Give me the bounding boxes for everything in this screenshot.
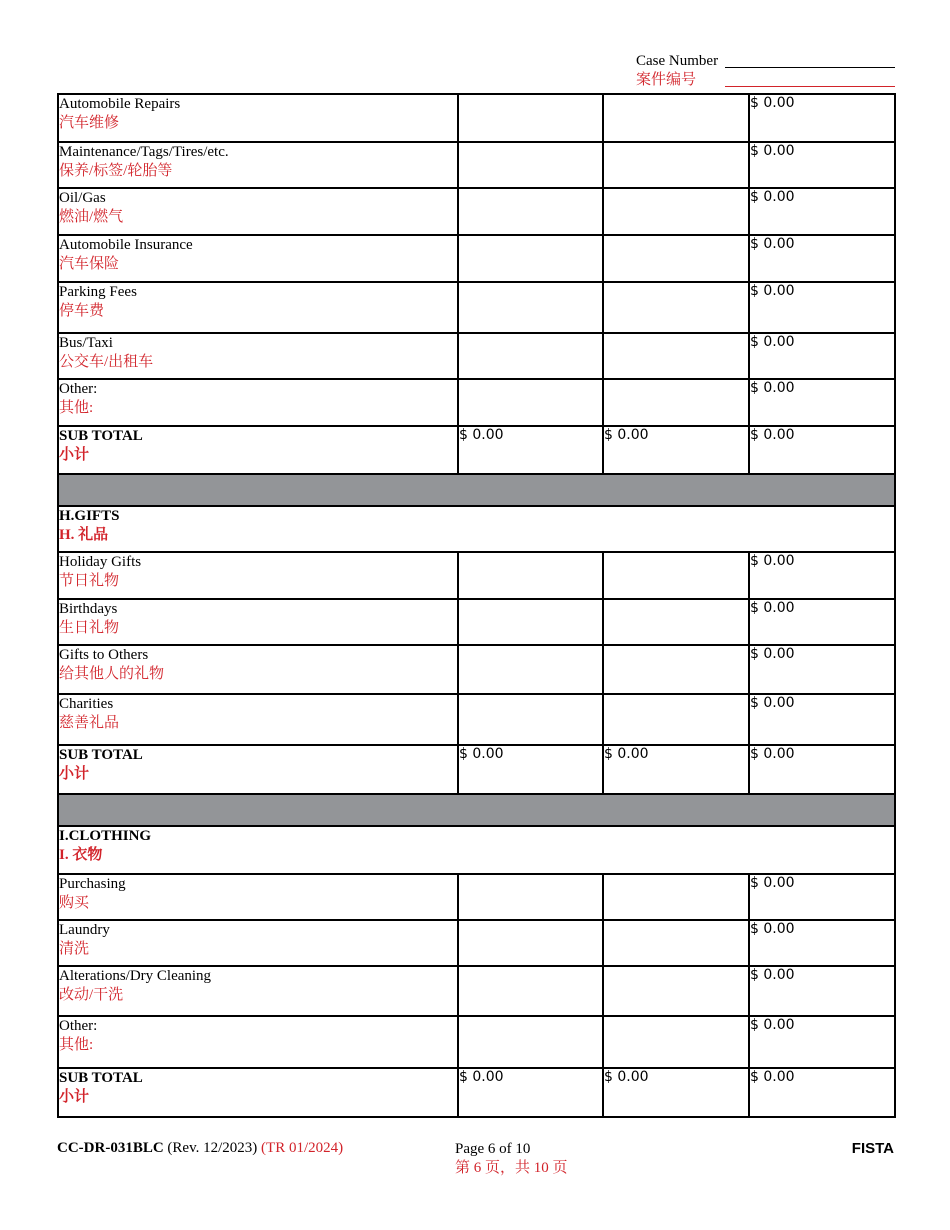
amount-cell-2[interactable] [603, 94, 749, 142]
subtotal-cell-2: $ 0.00 [603, 426, 749, 474]
case-number-label-zh: 案件编号 [636, 72, 697, 88]
table-row [58, 552, 895, 599]
table-row [58, 645, 895, 694]
row-label-en: Parking Fees [59, 284, 137, 300]
row-label-zh: 其他: [59, 400, 94, 416]
amount-cell-2[interactable] [603, 1016, 749, 1068]
table-row [58, 94, 895, 142]
section-title-zh: H. 礼品 [59, 527, 109, 543]
row-label-zh: 公交车/出租车 [59, 354, 154, 370]
amount-cell-3[interactable]: $ 0.00 [749, 142, 895, 188]
row-label-en: Alterations/Dry Cleaning [59, 968, 212, 984]
subtotal-row [58, 745, 895, 794]
amount-cell-1[interactable] [458, 552, 603, 599]
section-separator [58, 794, 895, 826]
subtotal-label-zh: 小计 [59, 447, 90, 463]
amount-cell-1[interactable] [458, 874, 603, 920]
amount-cell-2[interactable] [603, 235, 749, 282]
table-row [58, 1016, 895, 1068]
amount-cell-2[interactable] [603, 874, 749, 920]
amount-cell-1[interactable] [458, 188, 603, 235]
amount-cell-3[interactable]: $ 0.00 [749, 379, 895, 426]
row-label [58, 874, 458, 920]
amount-cell-3[interactable]: $ 0.00 [749, 94, 895, 142]
section-title-en: H.GIFTS [59, 508, 120, 524]
row-label-en: Laundry [59, 922, 110, 938]
table-row [58, 920, 895, 966]
row-label [58, 94, 458, 142]
amount-cell-2[interactable] [603, 645, 749, 694]
row-label-zh: 停车费 [59, 303, 105, 319]
subtotal-cell-3: $ 0.00 [749, 1068, 895, 1117]
subtotal-cell-3: $ 0.00 [749, 745, 895, 794]
brand-label: FISTA [851, 1140, 894, 1157]
subtotal-cell-3: $ 0.00 [749, 426, 895, 474]
amount-cell-1[interactable] [458, 94, 603, 142]
amount-cell-3[interactable]: $ 0.00 [749, 966, 895, 1016]
amount-cell-1[interactable] [458, 282, 603, 333]
amount-cell-3[interactable]: $ 0.00 [749, 694, 895, 745]
row-label [58, 379, 458, 426]
subtotal-label-en: SUB TOTAL [59, 1070, 143, 1086]
row-label [58, 235, 458, 282]
translation-revision: (TR 01/2024) [261, 1140, 344, 1156]
row-label-zh: 其他: [59, 1037, 94, 1053]
page-number-zh: 第 6 页，共 10 页 [455, 1160, 568, 1176]
amount-cell-1[interactable] [458, 645, 603, 694]
amount-cell-3[interactable]: $ 0.00 [749, 645, 895, 694]
row-label-en: Automobile Insurance [59, 237, 193, 253]
case-number-underline-zh [725, 86, 895, 87]
case-number-row-zh [636, 71, 896, 90]
row-label [58, 333, 458, 379]
row-label-en: Gifts to Others [59, 647, 149, 663]
amount-cell-2[interactable] [603, 599, 749, 645]
amount-cell-2[interactable] [603, 333, 749, 379]
subtotal-row [58, 426, 895, 474]
amount-cell-2[interactable] [603, 282, 749, 333]
amount-cell-3[interactable]: $ 0.00 [749, 282, 895, 333]
case-number-label: Case Number [636, 53, 719, 69]
amount-cell-2[interactable] [603, 142, 749, 188]
page-number-en: Page 6 of 10 [455, 1141, 531, 1157]
form-identifier [57, 1140, 343, 1157]
amount-cell-3[interactable]: $ 0.00 [749, 235, 895, 282]
row-label-zh: 生日礼物 [59, 620, 120, 636]
row-label [58, 1016, 458, 1068]
subtotal-cell-2: $ 0.00 [603, 745, 749, 794]
section-header [58, 826, 895, 874]
amount-cell-1[interactable] [458, 333, 603, 379]
subtotal-row [58, 1068, 895, 1117]
amount-cell-1[interactable] [458, 694, 603, 745]
amount-cell-3[interactable]: $ 0.00 [749, 552, 895, 599]
row-label-en: Holiday Gifts [59, 554, 142, 570]
subtotal-label [58, 426, 458, 474]
amount-cell-3[interactable]: $ 0.00 [749, 188, 895, 235]
subtotal-cell-2: $ 0.00 [603, 1068, 749, 1117]
subtotal-label-en: SUB TOTAL [59, 428, 143, 444]
section-separator [58, 474, 895, 506]
amount-cell-2[interactable] [603, 966, 749, 1016]
separator-band [58, 474, 895, 506]
subtotal-label-zh: 小计 [59, 766, 90, 782]
row-label [58, 142, 458, 188]
amount-cell-2[interactable] [603, 552, 749, 599]
row-label [58, 599, 458, 645]
row-label-zh: 燃油/燃气 [59, 209, 124, 225]
section-title-clothing [58, 826, 895, 874]
row-label-en: Bus/Taxi [59, 335, 113, 351]
case-number-field[interactable] [725, 67, 895, 68]
form-revision: (Rev. 12/2023) [167, 1140, 258, 1156]
table-row [58, 235, 895, 282]
amount-cell-2[interactable] [603, 188, 749, 235]
form-id: CC-DR-031BLC [57, 1140, 164, 1156]
table-row [58, 282, 895, 333]
subtotal-cell-1: $ 0.00 [458, 426, 603, 474]
row-label-en: Automobile Repairs [59, 96, 181, 112]
amount-cell-1[interactable] [458, 966, 603, 1016]
case-number-header [636, 52, 896, 90]
subtotal-cell-1: $ 0.00 [458, 1068, 603, 1117]
amount-cell-3[interactable]: $ 0.00 [749, 874, 895, 920]
row-label-en: Oil/Gas [59, 190, 106, 206]
amount-cell-1[interactable] [458, 235, 603, 282]
row-label [58, 552, 458, 599]
row-label-zh: 给其他人的礼物 [59, 666, 165, 682]
subtotal-cell-1: $ 0.00 [458, 745, 603, 794]
case-number-row [636, 52, 896, 71]
amount-cell-2[interactable] [603, 920, 749, 966]
row-label-zh: 保养/标签/轮胎等 [59, 163, 173, 179]
section-title-zh: I. 衣物 [59, 847, 103, 863]
amount-cell-1[interactable] [458, 920, 603, 966]
row-label-zh: 改动/干洗 [59, 987, 124, 1003]
table-row [58, 333, 895, 379]
amount-cell-1[interactable] [458, 379, 603, 426]
row-label [58, 282, 458, 333]
section-header [58, 506, 895, 552]
row-label-zh: 清洗 [59, 941, 90, 957]
row-label-en: Birthdays [59, 601, 118, 617]
table-row [58, 599, 895, 645]
amount-cell-3[interactable]: $ 0.00 [749, 333, 895, 379]
amount-cell-1[interactable] [458, 142, 603, 188]
row-label [58, 920, 458, 966]
subtotal-label-zh: 小计 [59, 1089, 90, 1105]
subtotal-label [58, 1068, 458, 1117]
row-label-en: Maintenance/Tags/Tires/etc. [59, 144, 229, 160]
amount-cell-2[interactable] [603, 379, 749, 426]
row-label [58, 188, 458, 235]
row-label-en: Charities [59, 696, 114, 712]
row-label-en: Other: [59, 1018, 98, 1034]
table-row [58, 188, 895, 235]
row-label-zh: 汽车维修 [59, 115, 120, 131]
table-row [58, 874, 895, 920]
table-row [58, 142, 895, 188]
row-label-zh: 购买 [59, 895, 90, 911]
page-number [455, 1140, 568, 1178]
row-label [58, 694, 458, 745]
subtotal-label [58, 745, 458, 794]
amount-cell-3[interactable]: $ 0.00 [749, 1016, 895, 1068]
table-row [58, 694, 895, 745]
expense-table [57, 93, 896, 1118]
row-label [58, 645, 458, 694]
table-row [58, 379, 895, 426]
section-title-gifts [58, 506, 895, 552]
section-title-en: I.CLOTHING [59, 828, 152, 844]
row-label-zh: 汽车保险 [59, 256, 120, 272]
amount-cell-2[interactable] [603, 694, 749, 745]
amount-cell-3[interactable]: $ 0.00 [749, 920, 895, 966]
amount-cell-1[interactable] [458, 1016, 603, 1068]
amount-cell-1[interactable] [458, 599, 603, 645]
row-label-zh: 节日礼物 [59, 573, 120, 589]
table-row [58, 966, 895, 1016]
row-label-en: Other: [59, 381, 98, 397]
subtotal-label-en: SUB TOTAL [59, 747, 143, 763]
separator-band [58, 794, 895, 826]
amount-cell-3[interactable]: $ 0.00 [749, 599, 895, 645]
row-label [58, 966, 458, 1016]
row-label-en: Purchasing [59, 876, 126, 892]
row-label-zh: 慈善礼品 [59, 715, 120, 731]
